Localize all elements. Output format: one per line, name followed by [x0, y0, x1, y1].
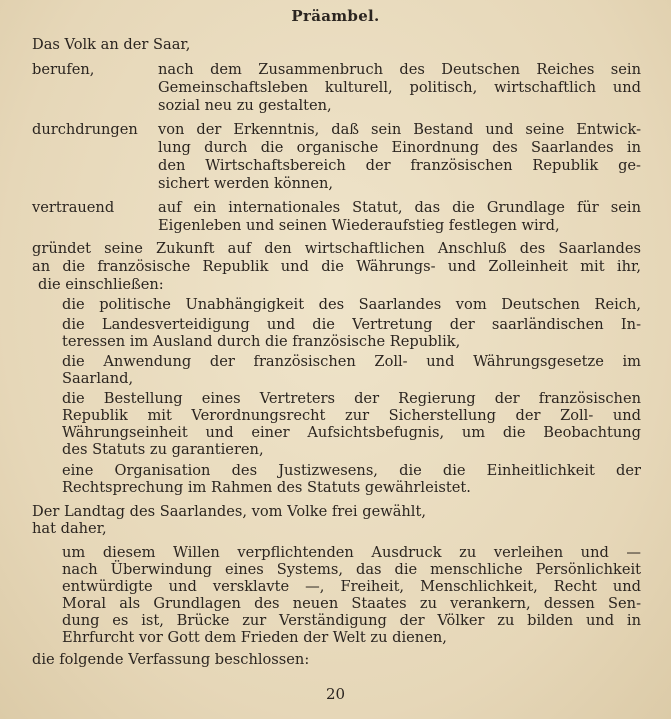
landtag-line: hat daher,: [32, 520, 107, 537]
intro-line: Das Volk an der Saar,: [32, 36, 191, 53]
list-item: die Anwendung der französischen Zoll- und Währungsgesetze im: [62, 353, 641, 370]
list-item: die politische Unabhängigkeit des Saarlandes vom Deutschen Reich,: [62, 296, 641, 313]
list-item: Saarland,: [62, 370, 134, 387]
clause-line: Gemeinschaftsleben kulturell, politisch, wirtschaftlich und: [158, 79, 641, 96]
clause-line: sozial neu zu gestalten,: [158, 97, 332, 114]
purpose-line: dung es ist, Brücke zur Verständigung der Völker zu bilden und in: [62, 612, 641, 629]
list-item: eine Organisation des Justizwesens, die die Einheitlichkeit der: [62, 462, 641, 479]
clause-line: nach dem Zusammenbruch des Deutschen Reiches sein: [158, 61, 641, 78]
foundation-line: gründet seine Zukunft auf den wirtschaftlichen Anschluß des Saarlandes: [32, 240, 641, 257]
clause-label-berufen: berufen,: [32, 61, 95, 78]
list-item: die Landesverteidigung und die Vertretung der saarländischen In-: [62, 316, 641, 333]
list-item: Republik mit Verordnungsrecht zur Sicherstellung der Zoll- und: [62, 407, 641, 424]
clause-line: von der Erkenntnis, daß sein Bestand und seine Entwick-: [158, 121, 641, 138]
list-item: Währungseinheit und einer Aufsichtsbefugnis, um die Beobachtung: [62, 424, 641, 441]
list-item: Rechtsprechung im Rahmen des Statuts gewährleistet.: [62, 479, 471, 496]
purpose-line: Ehrfurcht vor Gott dem Frieden der Welt zu dienen,: [62, 629, 447, 646]
clause-line: Eigenleben und seinen Wiederaufstieg festlegen wird,: [158, 217, 560, 234]
purpose-line: nach Überwindung eines Systems, das die menschliche Persönlichkeit: [62, 561, 641, 578]
clause-line: den Wirtschaftsbereich der französischen Republik ge-: [158, 157, 641, 174]
purpose-line: Moral als Grundlagen des neuen Staates zu verankern, dessen Sen-: [62, 595, 641, 612]
clause-line: lung durch die organische Einordnung des Saarlandes in: [158, 139, 641, 156]
purpose-line: um diesem Willen verpflichtenden Ausdruck zu verleihen und —: [62, 544, 641, 561]
list-item: des Statuts zu garantieren,: [62, 441, 264, 458]
page-title: Präambel.: [291, 7, 380, 25]
purpose-line: entwürdigte und versklavte —, Freiheit, Menschlichkeit, Recht und: [62, 578, 641, 595]
list-item: die Bestellung eines Vertreters der Regierung der französischen: [62, 390, 641, 407]
page-number: 20: [325, 685, 346, 703]
clause-line: auf ein internationales Statut, das die Grundlage für sein: [158, 199, 641, 216]
foundation-line: an die französische Republik und die Währungs- und Zolleinheit mit ihr,: [32, 258, 641, 275]
clause-line: sichert werden können,: [158, 175, 334, 192]
clause-label-vertrauend: vertrauend: [32, 199, 115, 216]
landtag-line: Der Landtag des Saarlandes, vom Volke frei gewählt,: [32, 503, 426, 520]
foundation-line: die einschließen:: [38, 276, 164, 293]
clause-label-durchdrungen: durchdrungen: [32, 121, 138, 138]
closing-line: die folgende Verfassung beschlossen:: [32, 651, 310, 668]
list-item: teressen im Ausland durch die französische Republik,: [62, 333, 461, 350]
